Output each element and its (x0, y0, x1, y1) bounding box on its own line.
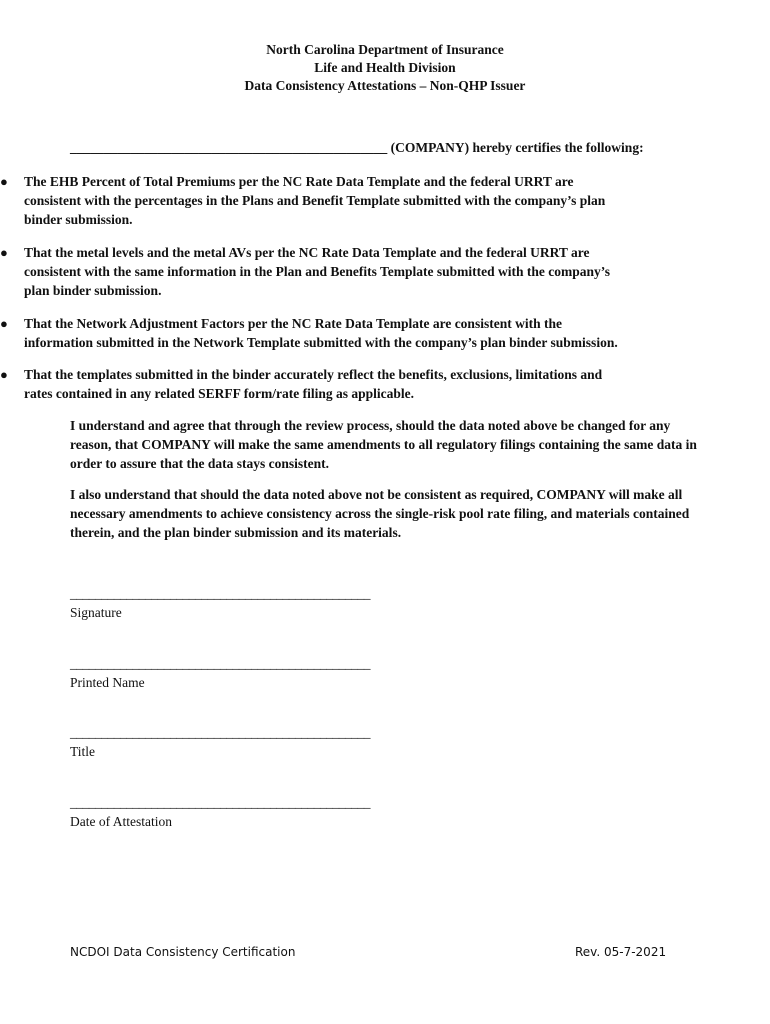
date-label: Date of Attestation (70, 814, 172, 829)
header-title: Data Consistency Attestations – Non-QHP Issuer (244, 78, 526, 93)
bullet-text: That the metal levels and the metal AVs per the NC Rate Data Template and the federal URRT are consistent with the same information in the Plan and Benefits Template submitted with the company’s plan binder submission. (24, 245, 611, 298)
bullet-icon: ● (0, 367, 8, 382)
bullet-text: The EHB Percent of Total Premiums per the NC Rate Data Template and the federal URRT are consistent with the percentages in the Plans and Benefit Template submitted with the company’s plan binder submission. (24, 174, 606, 227)
company-certify-line: _______________________________________________ (COMPANY) hereby certifies the following: (70, 140, 644, 155)
title-label: Title (70, 744, 96, 759)
printed-name-label: Printed Name (70, 675, 145, 690)
bullet-text: That the Network Adjustment Factors per the NC Rate Data Template are consistent with the information submitted in the Network Template submitted with the company’s plan binder submission. (24, 316, 618, 350)
document-header (0, 41, 770, 95)
signature-line[interactable]: ________________________________________________ (70, 586, 370, 601)
title-line[interactable]: ________________________________________________ (70, 725, 370, 740)
date-line[interactable]: ________________________________________________ (70, 795, 370, 810)
header-division: Life and Health Division (314, 60, 456, 75)
agreement-paragraph: I understand and agree that through the review process, should the data noted above be changed for any reason, that COMPANY will make the same amendments to all regulatory filings containing the same data in order to assure that the data stays consistent. (70, 418, 697, 471)
consistency-paragraph: I also understand that should the data noted above not be consistent as required, COMPANY will make all necessary amendments to achieve consistency across the single-risk pool rate filing, and materials contained therein, and the plan binder submission and its materials. (70, 487, 690, 540)
footer-left: NCDOI Data Consistency Certification (70, 945, 296, 959)
bullet-icon: ● (0, 316, 8, 331)
bullet-icon: ● (0, 174, 8, 189)
footer-revision: Rev. 05-7-2021 (575, 945, 667, 959)
header-department: North Carolina Department of Insurance (266, 42, 504, 57)
printed-name-line[interactable]: ________________________________________________ (70, 656, 370, 671)
bullet-icon: ● (0, 245, 8, 260)
bullet-text: That the templates submitted in the binder accurately reflect the benefits, exclusions, limitations and rates contained in any related SERFF form/rate filing as applicable. (24, 367, 603, 401)
signature-label: Signature (70, 605, 122, 620)
